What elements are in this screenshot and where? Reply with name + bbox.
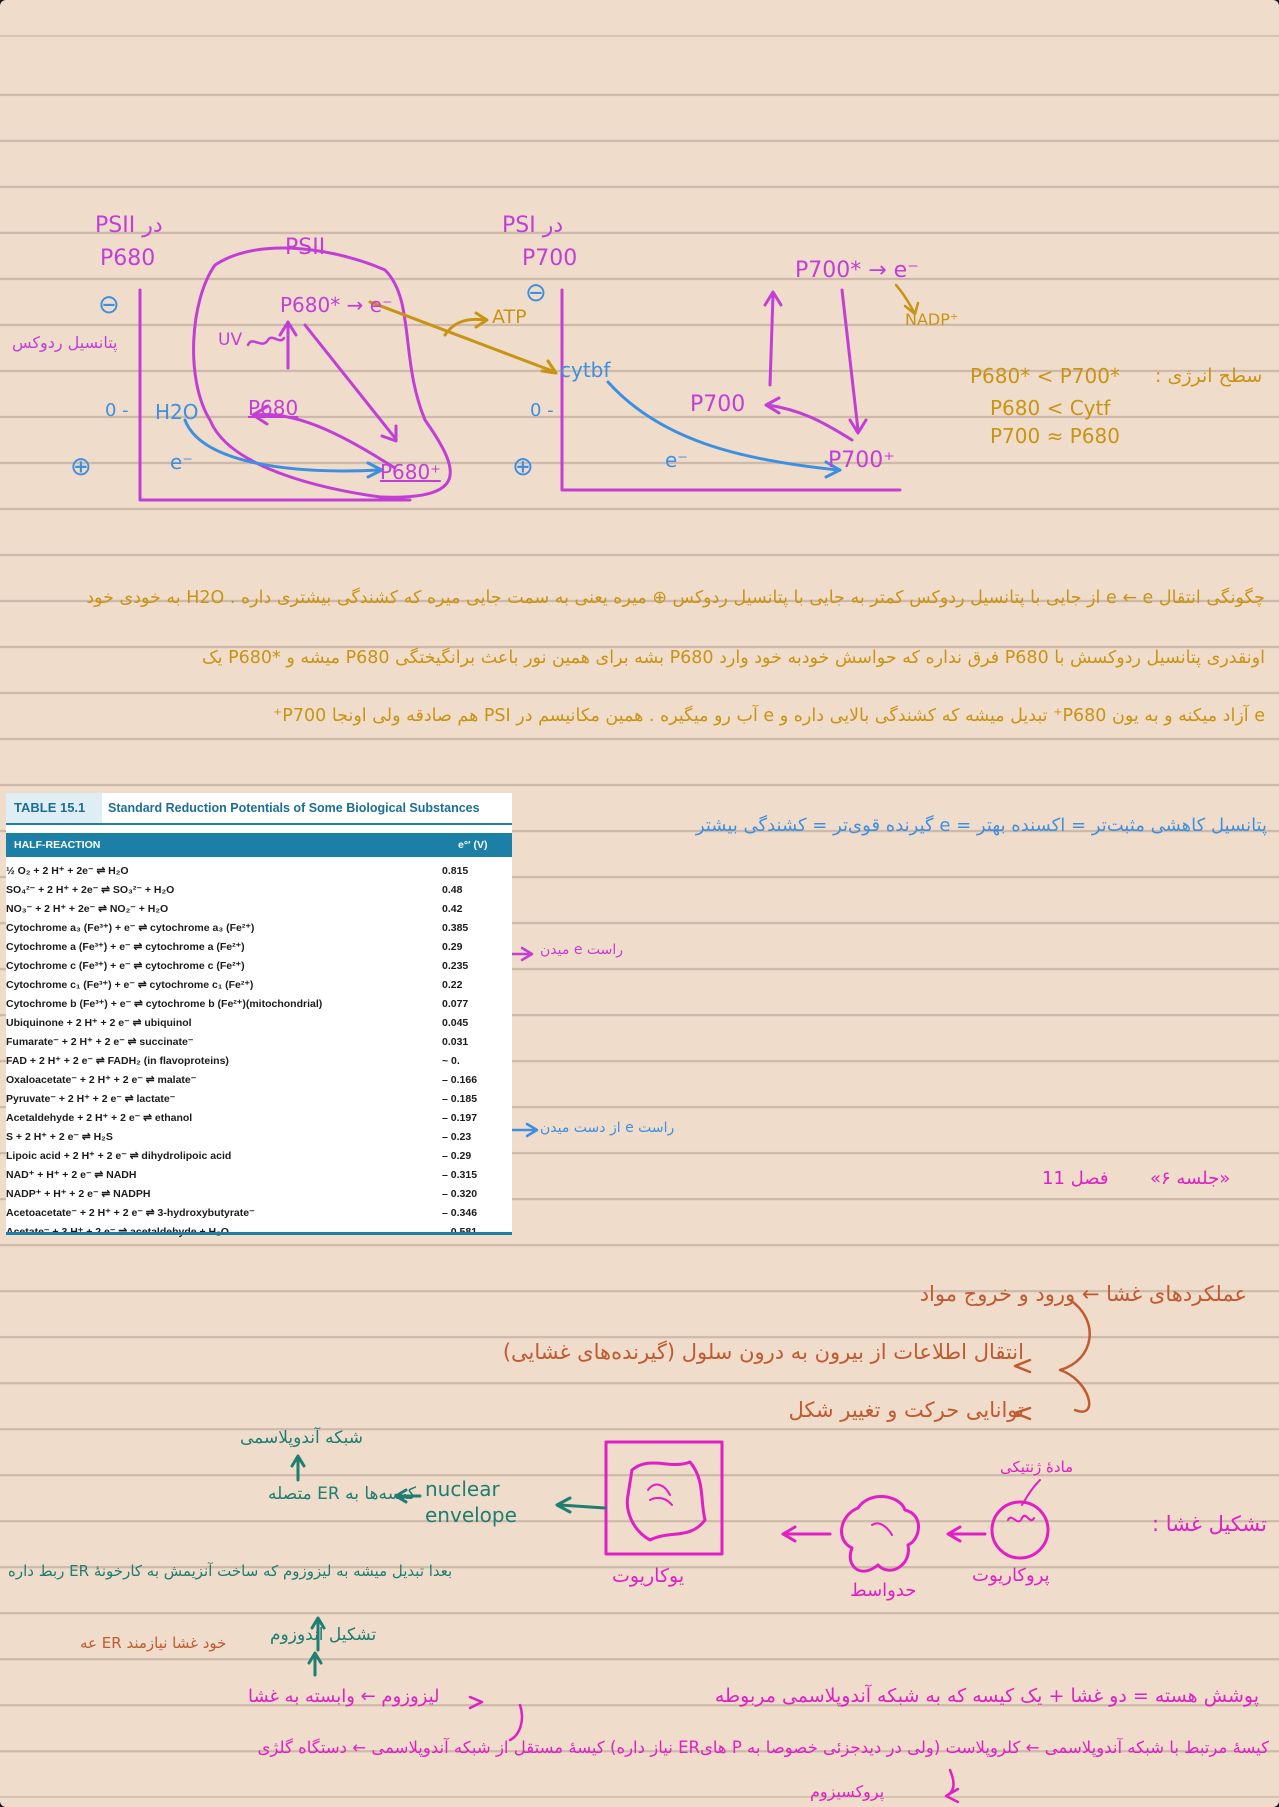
chapter-label: فصل 11 xyxy=(1042,1168,1109,1189)
energy-line-1: P680* < P700* xyxy=(970,364,1120,388)
table-row xyxy=(6,996,512,1015)
energy-line-2: P680 < Cytf xyxy=(990,396,1111,420)
potential-cell: 0.235 xyxy=(442,960,469,972)
table-row xyxy=(6,901,512,920)
water-label: H2O xyxy=(155,400,199,424)
table-row xyxy=(6,1091,512,1110)
table-row xyxy=(6,1129,512,1148)
potential-cell: – 0.23 xyxy=(442,1131,472,1143)
psi-zero: 0 - xyxy=(530,400,554,421)
p680-plus-label: P680⁺ xyxy=(380,460,441,484)
table-body xyxy=(6,863,512,1243)
potential-cell: ~ 0. xyxy=(442,1055,460,1067)
psii-zero: 0 - xyxy=(105,400,129,421)
psi-electron-label: e⁻ xyxy=(665,448,688,472)
p680-star-label: P680* → e⁻ xyxy=(280,293,393,317)
potential-cell: 0.48 xyxy=(442,884,463,896)
potential-cell: – 0.197 xyxy=(442,1112,478,1124)
reaction-cell: Oxaloacetate⁻ + 2 H⁺ + 2 e⁻ ⇌ malate⁻ xyxy=(6,1074,197,1086)
psii-header: PSII در xyxy=(95,213,163,238)
table-header xyxy=(6,833,512,857)
reaction-cell: ½ O₂ + 2 H⁺ + 2e⁻ ⇌ H₂O xyxy=(6,865,129,877)
p680-plus-return-arrow xyxy=(255,414,395,468)
nadp-arrow xyxy=(896,285,914,312)
potential-cell: – 0.320 xyxy=(442,1188,478,1200)
table-row xyxy=(6,1110,512,1129)
endosome-formation-label: تشکیل اندوزوم xyxy=(270,1625,377,1645)
potential-cell: – 0.315 xyxy=(442,1169,478,1181)
session-label: «جلسه ۶» xyxy=(1150,1168,1231,1189)
peroxisome-label: پروکسیزوم xyxy=(810,1782,885,1801)
explanation-line-3: e آزاد میکنه و به یون P680⁺ تبدیل میشه که کشندگی بالایی داره و e آب رو میگیره . همین مکانیسم در PSI هم صادقه ولی اونجا P700⁺ xyxy=(273,706,1265,726)
lysosome-later-note: بعدا تبدیل میشه به لیزوزوم که ساخت آنزیمش به کارخونهٔ ER ربط داره xyxy=(8,1562,453,1580)
table-row xyxy=(6,882,512,901)
table-row xyxy=(6,977,512,996)
reaction-cell: Cytochrome c₁ (Fe³⁺) + e⁻ ⇌ cytochrome c₁ (Fe²⁺) xyxy=(6,979,254,991)
uv-squiggle xyxy=(248,338,284,345)
potential-cell: 0.031 xyxy=(442,1036,469,1048)
reaction-cell: Pyruvate⁻ + 2 H⁺ + 2 e⁻ ⇌ lactate⁻ xyxy=(6,1093,176,1105)
p680-down-arrow xyxy=(305,325,395,438)
potential-summary: پتانسیل کاهشی مثبت‌تر = اکسنده بهتر = e گیرنده قوی‌تر = کشندگی بیشتر xyxy=(695,815,1267,836)
table-title: Standard Reduction Potentials of Some Biological Substances xyxy=(108,801,480,815)
potential-cell: 0.077 xyxy=(442,998,469,1010)
table-row xyxy=(6,939,512,958)
table-number: TABLE 15.1 xyxy=(6,793,102,823)
reaction-cell: Cytochrome b (Fe³⁺) + e⁻ ⇌ cytochrome b (Fe²⁺)(mitochondrial) xyxy=(6,998,323,1010)
psi-p700-header: P700 xyxy=(522,246,578,271)
psii-electron-label: e⁻ xyxy=(170,450,193,474)
psii-minus-icon: ⊖ xyxy=(98,290,120,320)
reduction-potential-table xyxy=(6,793,512,1235)
table-row xyxy=(6,958,512,977)
lysosome-left-arrow xyxy=(510,1705,522,1740)
membrane-function-2: انتقال اطلاعات از بیرون به درون سلول (گیرنده‌های غشایی) xyxy=(502,1340,1024,1364)
reaction-cell: Fumarate⁻ + 2 H⁺ + 2 e⁻ ⇌ succinate⁻ xyxy=(6,1036,194,1048)
potential-cell: 0.22 xyxy=(442,979,463,991)
intermediate-label: حدواسط xyxy=(850,1580,917,1601)
eukaryote-to-envelope xyxy=(560,1505,605,1508)
p700-label: P700 xyxy=(690,392,746,417)
uv-label: UV xyxy=(218,330,243,350)
reaction-cell: Cytochrome c (Fe³⁺) + e⁻ ⇌ cytochrome c (Fe²⁺) xyxy=(6,960,245,972)
psii-plus-icon: ⊕ xyxy=(70,452,92,482)
p700-plus-label: P700⁺ xyxy=(828,448,895,473)
endoplasmic-net-label: شبکه آندوپلاسمی xyxy=(240,1428,363,1448)
p680-ground-label: P680 xyxy=(248,396,299,420)
psii-loop-label: PSII xyxy=(285,235,326,260)
reaction-cell: Acetaldehyde + 2 H⁺ + 2 e⁻ ⇌ ethanol xyxy=(6,1112,193,1124)
energy-line-3: P700 ≈ P680 xyxy=(990,424,1120,448)
intermediate-cell xyxy=(842,1496,919,1571)
column-half-reaction: HALF-REACTION xyxy=(14,839,101,851)
functions-brace xyxy=(1060,1300,1090,1412)
potential-cell: – 0.166 xyxy=(442,1074,478,1086)
table-caption xyxy=(6,793,512,825)
psi-header: PSI در xyxy=(502,213,564,238)
column-potential: e°′ (V) xyxy=(458,839,488,851)
nuclear-envelope-label: nuclear envelope xyxy=(425,1477,517,1527)
purple-bracket-note: راست e میدن xyxy=(540,942,624,958)
energy-title: سطح انرژی : xyxy=(1155,365,1263,387)
reaction-cell: Cytochrome a (Fe³⁺) + e⁻ ⇌ cytochrome a (Fe²⁺) xyxy=(6,941,245,953)
table-row xyxy=(6,863,512,882)
reaction-cell: S + 2 H⁺ + 2 e⁻ ⇌ H₂S xyxy=(6,1131,113,1143)
reaction-cell: Acetoacetate⁻ + 2 H⁺ + 2 e⁻ ⇌ 3-hydroxybutyrate⁻ xyxy=(6,1207,255,1219)
table-row xyxy=(6,1148,512,1167)
psii-p680-header: P680 xyxy=(100,246,156,271)
table-row xyxy=(6,1034,512,1053)
reaction-cell: SO₄²⁻ + 2 H⁺ + 2e⁻ ⇌ SO₃²⁻ + H₂O xyxy=(6,884,175,896)
table-row xyxy=(6,1072,512,1091)
atp-label: ATP xyxy=(492,306,527,328)
prokaryote-label: پروکاریوت xyxy=(972,1565,1050,1586)
table-row xyxy=(6,1205,512,1224)
prokaryote-cell xyxy=(992,1502,1048,1558)
reaction-cell: NADP⁺ + H⁺ + 2 e⁻ ⇌ NADPH xyxy=(6,1188,151,1200)
membrane-functions-title: عملکردهای غشا ← ورود و خروج مواد xyxy=(919,1282,1247,1306)
reaction-cell: Cytochrome a₃ (Fe³⁺) + e⁻ ⇌ cytochrome a₃ (Fe²⁺) xyxy=(6,922,255,934)
explanation-line-2: اونقدری پتانسیل ردوکسش با P680 فرق نداره که حواسش خودبه خود وارد P680 بشه برای همین نور باعث برانگیختگی P680 میشه و *P680 یک xyxy=(201,648,1265,668)
blue-bracket-note: راست e از دست میدن xyxy=(540,1120,675,1136)
psi-plus-icon: ⊕ xyxy=(512,452,534,482)
table-row xyxy=(6,1186,512,1205)
reaction-cell: NAD⁺ + H⁺ + 2 e⁻ ⇌ NADH xyxy=(6,1169,137,1181)
nadp-label: NADP⁺ xyxy=(905,310,959,329)
redox-axis-label: پتانسیل ردوکس xyxy=(12,333,118,352)
reaction-cell: FAD + 2 H⁺ + 2 e⁻ ⇌ FADH₂ (in flavoproteins) xyxy=(6,1055,229,1067)
table-row xyxy=(6,1015,512,1034)
genetic-material-arrow xyxy=(1022,1480,1040,1505)
er-sacs-label: کیسه‌ها به ER متصله xyxy=(268,1484,416,1504)
electron-to-cytbf-arrow xyxy=(370,302,555,372)
potential-cell: 0.815 xyxy=(442,865,469,877)
eukaryote-label: یوکاریوت xyxy=(612,1565,685,1587)
genetic-material-label: مادهٔ ژنتیکی xyxy=(1000,1458,1074,1476)
potential-cell: 0.385 xyxy=(442,922,469,934)
reaction-cell: NO₃⁻ + 2 H⁺ + 2e⁻ ⇌ NO₂⁻ + H₂O xyxy=(6,903,169,915)
potential-cell: – 0.346 xyxy=(442,1207,478,1219)
table-row xyxy=(6,1053,512,1072)
bottom-sac-note: کیسهٔ مرتبط با شبکه آندوپلاسمی ← کلروپلاست (ولی در دیدجزئی خصوصا به P هایER نیاز داره) کیسهٔ مستقل از شبکه آندوپلاسمی ← دستگاه گلژی xyxy=(257,1738,1269,1757)
p700-up-arrow xyxy=(770,295,773,385)
reaction-cell: Lipoic acid + 2 H⁺ + 2 e⁻ ⇌ dihydrolipoic acid xyxy=(6,1150,232,1162)
potential-cell: 0.42 xyxy=(442,903,463,915)
potential-cell: – 0.185 xyxy=(442,1093,478,1105)
potential-cell: – 0.29 xyxy=(442,1150,472,1162)
membrane-function-3: توانایی حرکت و تغییر شکل xyxy=(788,1398,1024,1422)
psi-minus-icon: ⊖ xyxy=(525,278,547,308)
cytbf-label: cytbf xyxy=(560,358,611,382)
p700-return-arrow xyxy=(768,405,852,440)
er-needed-note: خود غشا نیازمند ER عه xyxy=(80,1634,227,1652)
potential-cell: 0.29 xyxy=(442,941,463,953)
lysosome-line: لیزوزوم ← وابسته به غشا xyxy=(248,1686,440,1707)
p700-star-label: P700* → e⁻ xyxy=(795,258,919,283)
explanation-line-1: چگونگی انتقال e ← e از جایی با پتانسیل ردوکس کمتر به جایی با پتانسیل ردوکس ⊕ میره یعنی به سمت جایی میره که کشندگی بیشتری داره . H2O به خودی خود xyxy=(86,588,1265,608)
nuclear-envelope-note: پوشش هسته = دو غشا + یک کیسه که به شبکه آندوپلاسمی مربوطه xyxy=(714,1685,1259,1707)
formation-label: تشکیل غشا : xyxy=(1152,1512,1267,1536)
reaction-cell: Ubiquinone + 2 H⁺ + 2 e⁻ ⇌ ubiquinol xyxy=(6,1017,192,1029)
potential-cell: 0.045 xyxy=(442,1017,469,1029)
p700-star-down-arrow xyxy=(842,290,858,430)
table-bottom-rule xyxy=(6,1232,512,1235)
table-row xyxy=(6,1167,512,1186)
table-row xyxy=(6,920,512,939)
